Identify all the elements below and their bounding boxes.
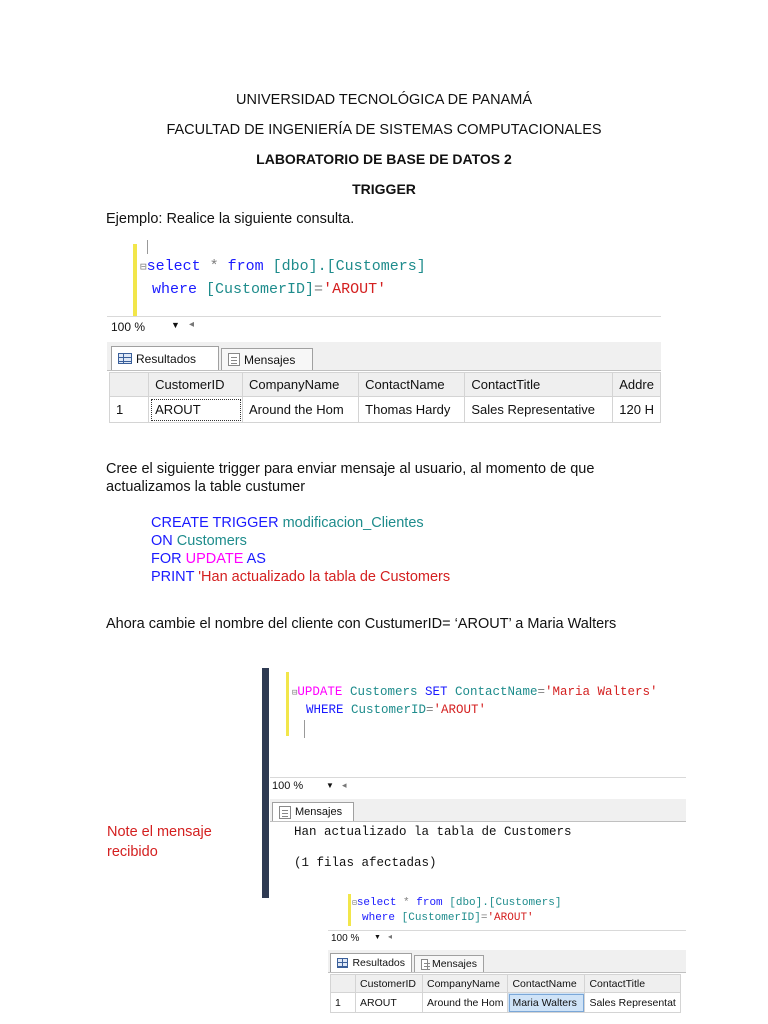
tab-messages[interactable]: Mensajes [414, 955, 484, 972]
message-icon [421, 959, 428, 970]
chevron-down-icon[interactable]: ▼ [374, 934, 381, 941]
lab-title: LABORATORIO DE BASE DE DATOS 2 [256, 151, 512, 167]
zoom-bar-2 [270, 777, 686, 798]
topic-title: TRIGGER [352, 181, 416, 197]
grid-header[interactable]: ContactName [508, 975, 585, 993]
messages-output: Han actualizado la tabla de Customers (1 filas afectadas) [294, 825, 572, 870]
results-grid-2 [330, 974, 681, 1013]
intro-text: Ejemplo: Realice la siguiente consulta. [106, 211, 355, 227]
message-icon [279, 806, 291, 819]
grid-icon [337, 958, 348, 968]
instruction-text-2: Ahora cambie el nombre del cliente con CustumerID= ‘AROUT’ a Maria Walters [106, 616, 617, 632]
ssms-screenshot-3 [328, 884, 686, 1024]
zoom-bar [107, 316, 661, 339]
grid-header[interactable]: ContactTitle [465, 373, 613, 397]
trigger-code: CREATE TRIGGER modificacion_Clientes ON Customers FOR UPDATE AS PRINT 'Han actualizado la tabla de Customers [151, 515, 451, 585]
scroll-left-icon[interactable]: ◂ [342, 780, 347, 790]
tab-results[interactable]: Resultados [111, 346, 219, 370]
grid-icon [118, 353, 132, 364]
university-title: UNIVERSIDAD TECNOLÓGICA DE PANAMÁ [236, 92, 532, 108]
instruction-text: Cree el siguiente trigger para enviar mensaje al usuario, al momento de que actualizamos la table custumer [106, 461, 595, 495]
messages-tabs [270, 799, 686, 822]
tab-results[interactable]: Resultados [330, 953, 412, 972]
zoom-level[interactable]: 100 % [111, 320, 146, 334]
grid-header[interactable]: CustomerID [356, 975, 423, 993]
scroll-left-icon[interactable]: ◂ [189, 319, 195, 330]
ssms-screenshot-2 [262, 668, 686, 898]
results-tabs [107, 342, 661, 371]
tab-messages[interactable]: Mensajes [221, 348, 313, 370]
chevron-down-icon[interactable]: ▼ [326, 781, 334, 790]
chevron-down-icon[interactable]: ▼ [171, 320, 180, 330]
grid-header [110, 373, 149, 397]
query-editor-2[interactable]: ⊟UPDATE Customers SET ContactName='Maria Walters' WHERE CustomerID='AROUT' [292, 685, 658, 717]
zoom-level[interactable]: 100 % [272, 780, 304, 792]
query-editor-1[interactable]: ⊟select * from [dbo].[Customers] where [CustomerID]='AROUT' [140, 258, 426, 298]
table-row[interactable]: 1 AROUT Around the Hom Thomas Hardy Sales Representative 120 H [110, 397, 661, 423]
zoom-bar-3 [328, 930, 686, 949]
grid-header[interactable]: CustomerID [149, 373, 243, 397]
ssms-screenshot-1 [107, 238, 661, 450]
results-tabs-3 [328, 950, 686, 973]
grid-header[interactable]: CompanyName [243, 373, 359, 397]
scroll-left-icon[interactable]: ◂ [388, 932, 393, 941]
query-editor-3[interactable]: ⊟select * from [dbo].[Customers] where [CustomerID]='AROUT' [352, 897, 562, 924]
grid-header[interactable]: Addre [613, 373, 661, 397]
message-icon [228, 353, 240, 366]
grid-header[interactable]: ContactTitle [585, 975, 680, 993]
table-row[interactable]: 1 AROUT Around the Hom Maria Walters Sales Representat [331, 993, 681, 1013]
grid-header[interactable]: CompanyName [423, 975, 508, 993]
note-text: Note el mensaje recibido [107, 824, 212, 860]
results-grid-1 [109, 372, 661, 423]
grid-header [331, 975, 356, 993]
tab-messages[interactable]: Mensajes [272, 802, 354, 821]
faculty-title: FACULTAD DE INGENIERÍA DE SISTEMAS COMPUTACIONALES [166, 122, 602, 138]
zoom-level[interactable]: 100 % [331, 933, 360, 944]
grid-header[interactable]: ContactName [359, 373, 465, 397]
